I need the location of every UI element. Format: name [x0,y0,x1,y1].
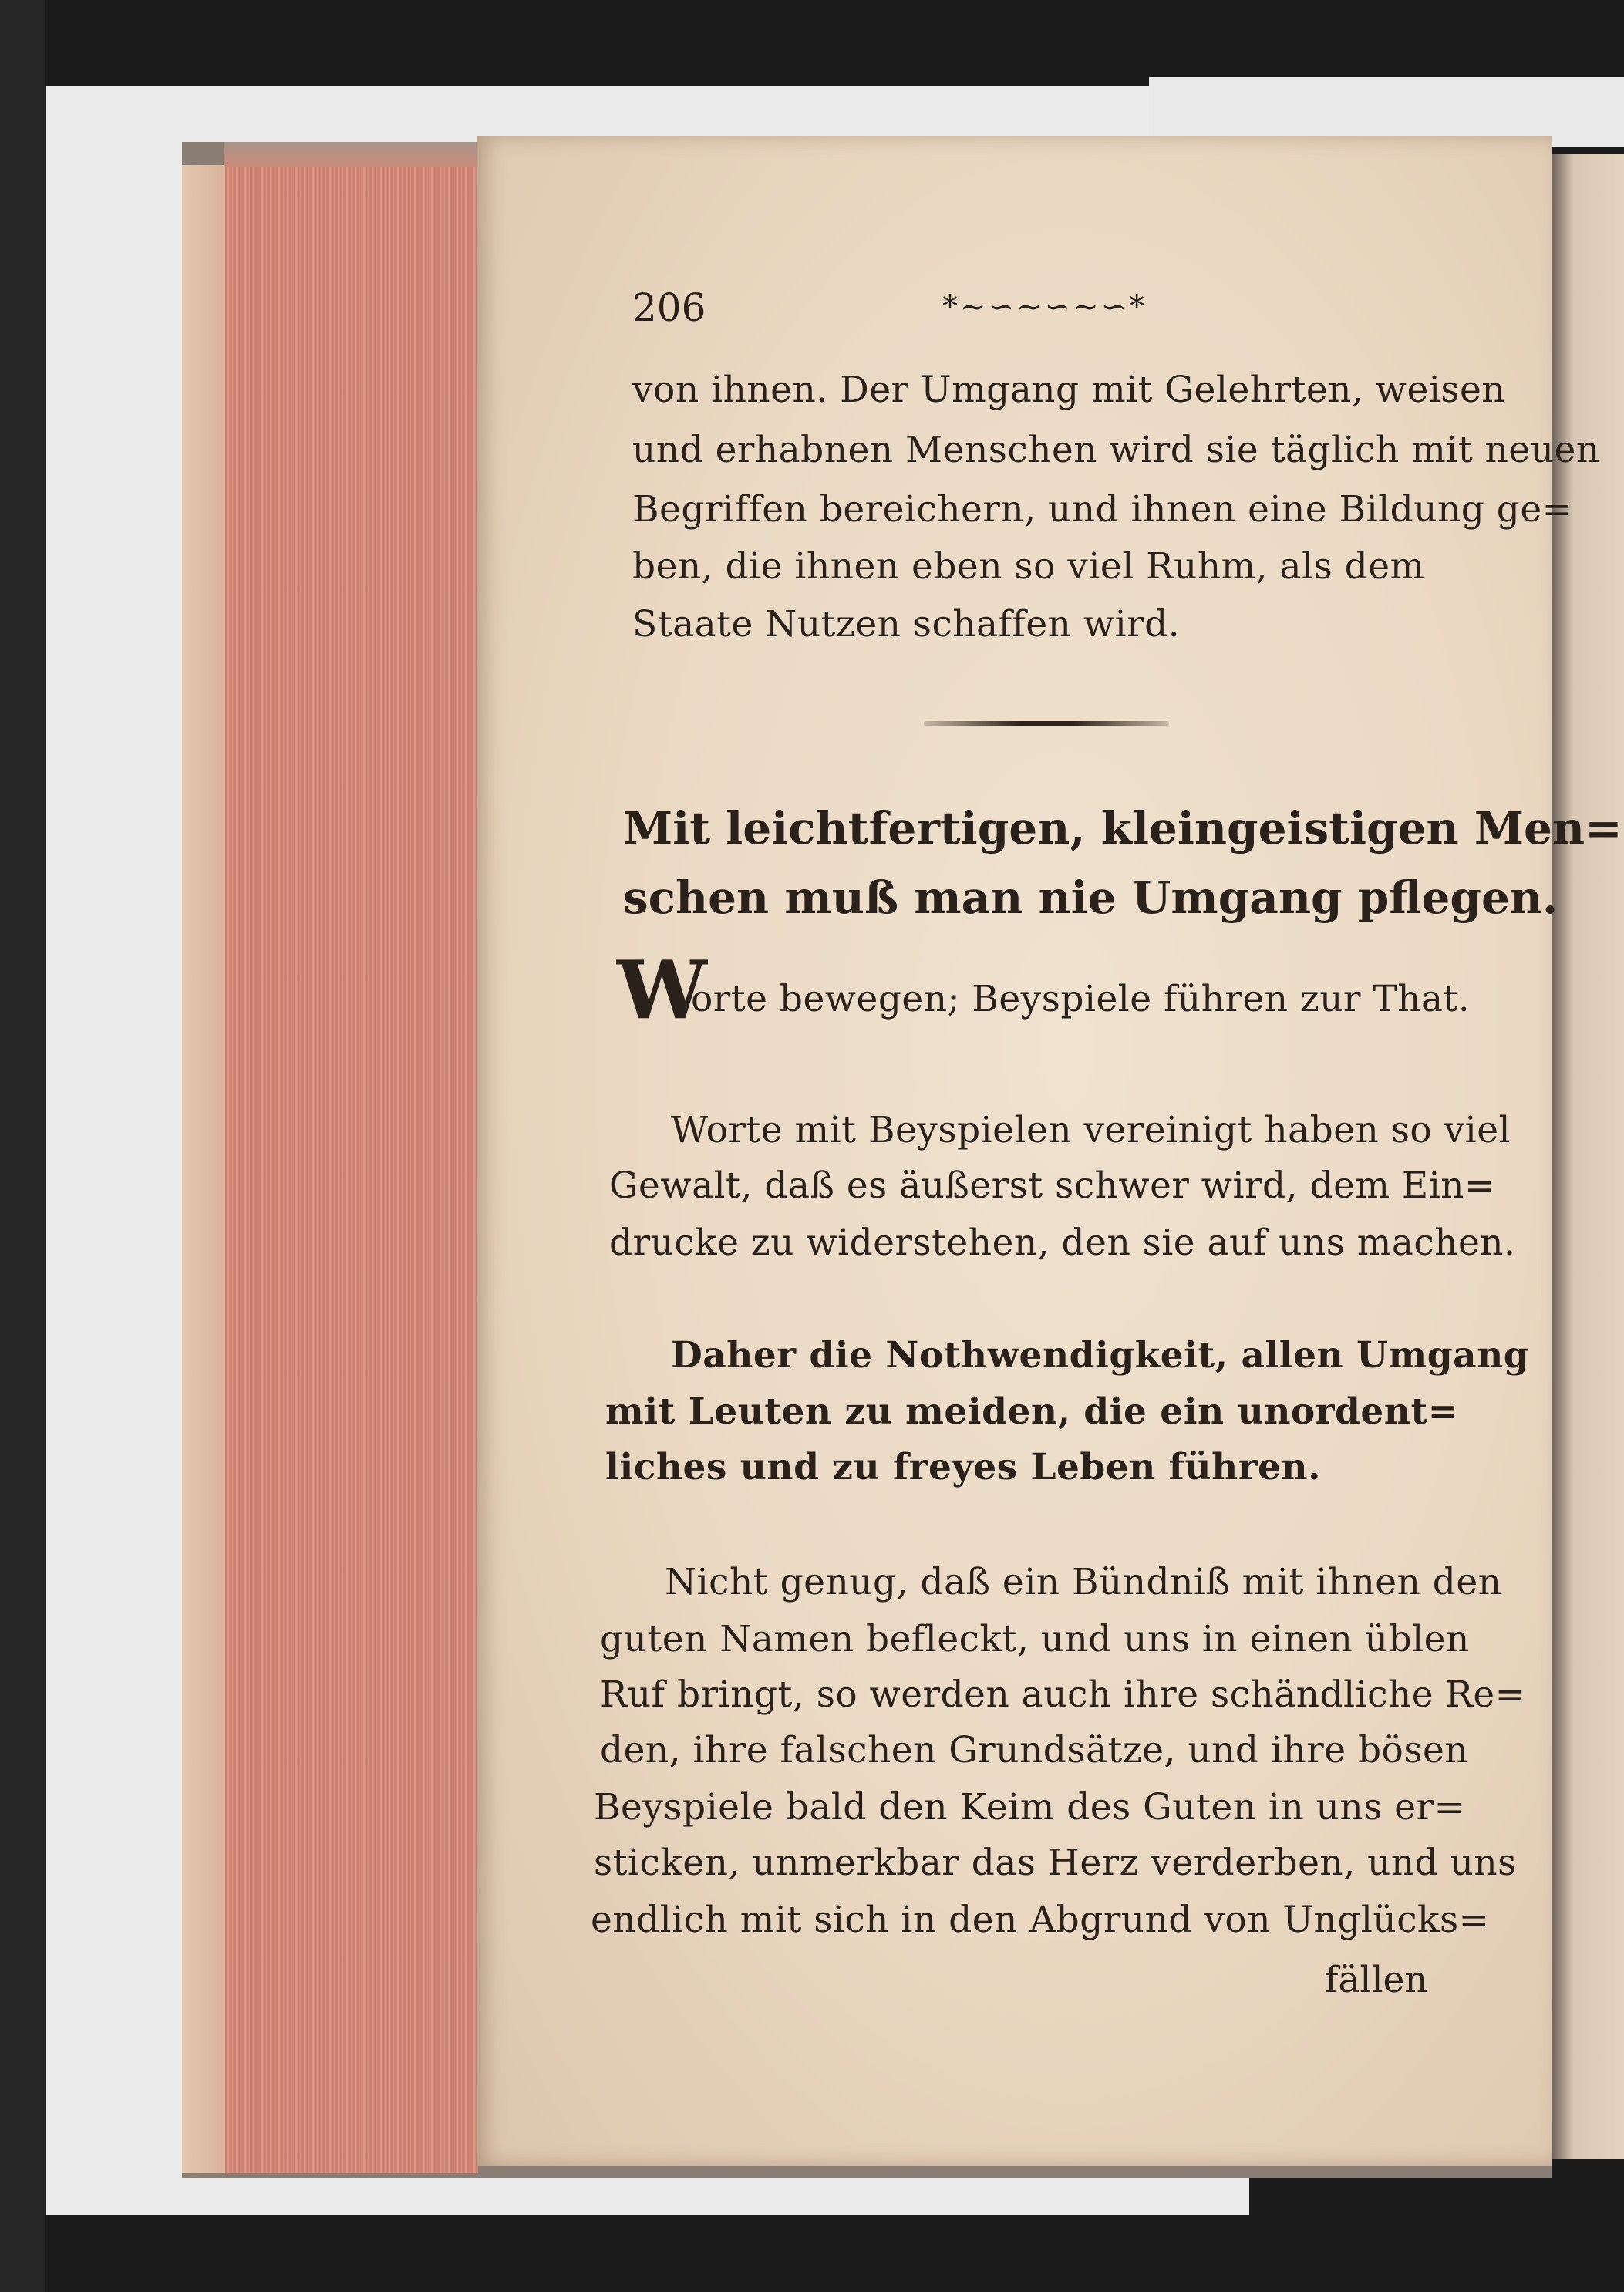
text-line: den, ihre falschen Grundsätze, und ihre bösen [600,1729,1469,1771]
text-line: Ruf bringt, so werden auch ihre schändliche Re= [600,1673,1526,1716]
text-line: endlich mit sich in den Abgrund von Unglücks= [591,1899,1490,1941]
page-edges-outer [182,165,225,2173]
page-edges-top [224,142,486,167]
page-number: 206 [632,285,706,330]
background-strip [0,0,45,2292]
section-heading: schen muß man nie Umgang pflegen. [623,871,1558,924]
text-line: ben, die ihnen eben so viel Ruhm, als dem [632,545,1425,588]
catchword: fällen [1325,1959,1428,2001]
text-line: Worte mit Beyspielen vereinigt haben so viel [671,1109,1511,1151]
text-line: drucke zu widerstehen, den sie auf uns machen. [609,1222,1516,1264]
text-line: liches und zu freyes Leben führen. [605,1446,1321,1488]
header-ornament: *~∽~∽~∽* [942,289,1147,325]
text-line: Gewalt, daß es äußerst schwer wird, dem Ein= [609,1165,1495,1207]
section-divider [924,721,1169,726]
text-line: und erhabnen Menschen wird sie täglich mit neuen [632,429,1600,471]
text-line: Beyspiele bald den Keim des Guten in uns er= [594,1786,1465,1829]
text-line: Staate Nutzen schaffen wird. [632,603,1181,645]
text-line: Nicht genug, daß ein Bündniß mit ihnen den [665,1561,1502,1603]
text-line: mit Leuten zu meiden, die ein unordent= [605,1390,1459,1433]
motto-text: orte bewegen; Beyspiele führen zur That. [691,978,1471,1020]
section-heading: Mit leichtfertigen, kleingeistigen Men= [623,802,1622,854]
text-line: von ihnen. Der Umgang mit Gelehrten, weisen [632,369,1506,411]
text-line: sticken, unmerkbar das Herz verderben, und uns [594,1842,1517,1884]
page-edges [182,165,478,2173]
text-line: Daher die Nothwendigkeit, allen Umgang [671,1334,1530,1377]
text-line: guten Namen befleckt, und uns in einen üblen [600,1618,1470,1660]
drop-cap: W [617,942,707,1037]
text-line: Begriffen bereichern, und ihnen eine Bildung ge= [632,488,1573,531]
